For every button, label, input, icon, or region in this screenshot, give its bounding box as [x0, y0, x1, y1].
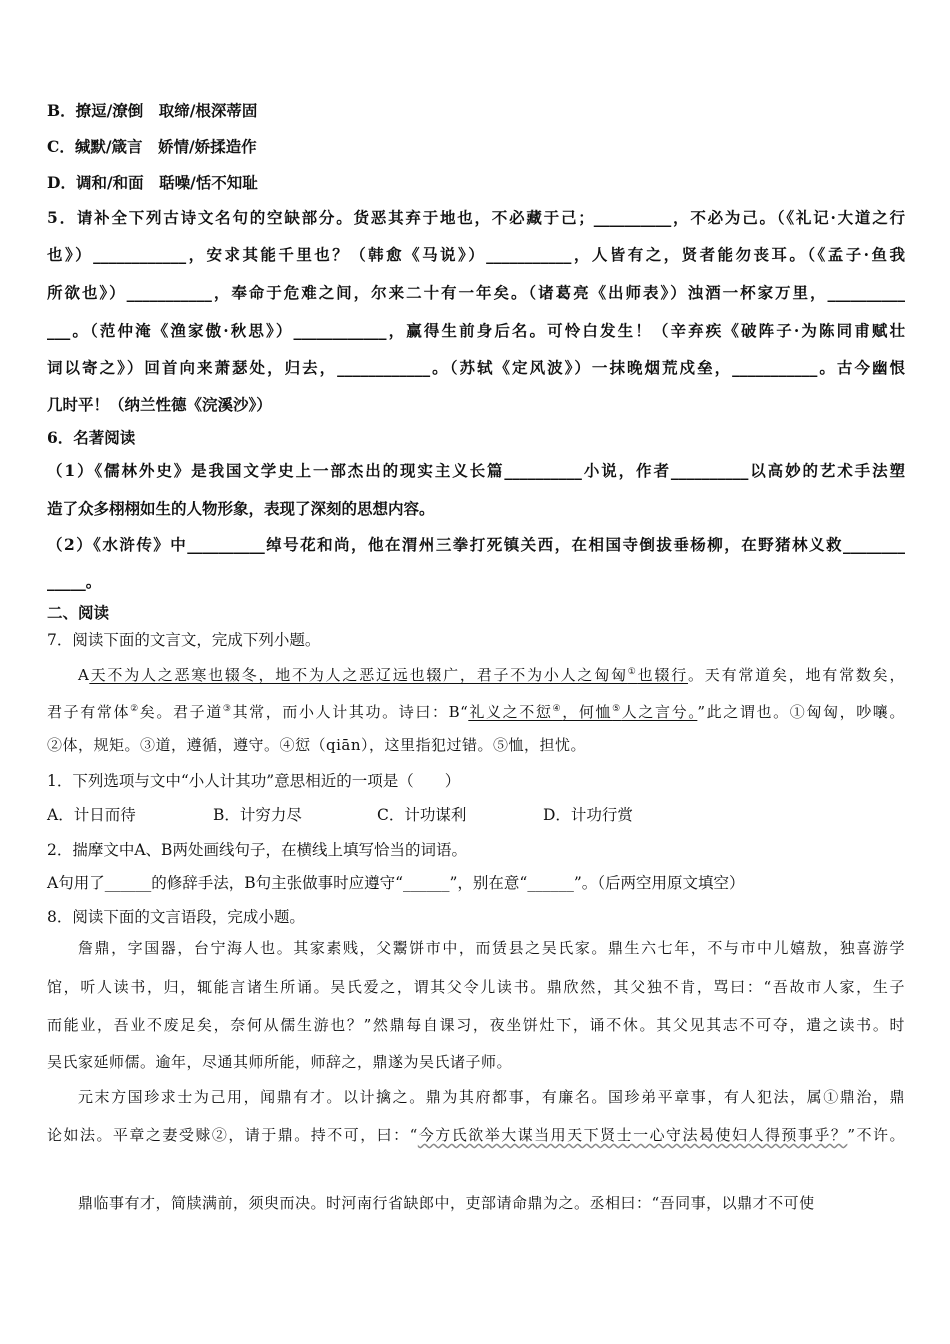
q5-line: 几时平！（纳兰性德《浣溪沙》） [47, 395, 272, 414]
passage-text: 其常，而小人计其功。诗曰：B“ [232, 703, 469, 721]
q8-title: 8．阅读下面的文言语段，完成小题。 [47, 908, 305, 926]
passage-text: 矣。君子道 [139, 703, 223, 721]
option-b: B．撩逗/潦倒 取缔/根深蒂固 [47, 101, 258, 120]
q5-line: 5．请补全下列古诗文名句的空缺部分。货恶其弃于地也，不必藏于己；__________，不必为己。（《礼记·大道之行 [47, 208, 905, 227]
sentence-a-end: 也辍行 [637, 666, 689, 684]
passage-text: 论如法。平章之妻受赇②，请于鼎。持不可，曰：“ [47, 1126, 418, 1144]
q6-line: （1）《儒林外史》是我国文学史上一部杰出的现实主义长篇__________小说，作者__________以高妙的艺术手法塑 [47, 461, 905, 480]
choice-c[interactable]: C．计功谋利 [377, 806, 467, 824]
choice-b[interactable]: B．计穷力尽 [213, 806, 302, 824]
q8-passage-line: 鼎临事有才，简牍满前，须臾而决。时河南行省缺郎中，吏部请命鼎为之。丞相曰：“吾同事，以鼎才不可使 [78, 1194, 815, 1212]
footnote-3: ③ [222, 704, 233, 714]
sentence-b-text: 礼义之不愆 [468, 703, 553, 721]
q7-sub1: 1．下列选项与文中“小人计其功”意思相近的一项是（ ） [47, 772, 461, 790]
footnote-4: ④ [552, 704, 563, 714]
q7-sub2-fill: A句用了______的修辞手法，B句主张做事时应遵守“______”，别在意“______”。（后两空用原文填空） [47, 874, 745, 892]
sentence-b-text: ，何恤 [562, 703, 613, 721]
q7-passage-line [47, 699, 905, 722]
footnote-1: ① [627, 667, 638, 677]
passage-text: ”此之谓也。①匈匈，吵嚷。 [697, 703, 905, 721]
q6-line: _____。 [47, 572, 102, 591]
option-c: C．缄默/箴言 娇情/娇揉造作 [47, 137, 257, 156]
underlined-sentence-a [89, 666, 688, 684]
choice-d[interactable]: D．计功行赏 [543, 806, 633, 824]
q5-line: 词以寄之》）回首向来萧瑟处，归去，____________。（苏轼《定风波》）一抹晚烟荒戍垒，___________。古今幽恨 [47, 358, 905, 377]
q8-passage-line [47, 1125, 905, 1145]
q8-passage-line: 馆，听人读书，归，辄能言诸生所诵。吴氏爱之，谓其父令儿读书。鼎欣然，其父独不肯，骂曰：“吾故市人家，生子 [47, 978, 905, 996]
wavy-underlined-quote: 今方氏欲举大谋当用天下贤士一心守法曷使妇人得预事乎？ [417, 1126, 848, 1144]
q5-line: 也》）____________，安求其能千里也？（韩愈《马说》）___________，人皆有之，贤者能勿丧耳。（《孟子·鱼我 [47, 245, 905, 264]
q7-sub2: 2．揣摩文中A、B两处画线句子，在横线上填写恰当的词语。 [47, 841, 467, 859]
q7-notes: ②体，规矩。③道，遵循，遵守。④愆（qiān），这里指犯过错。⑤恤，担忧。 [47, 736, 587, 754]
q7-title: 7．阅读下面的文言文，完成下列小题。 [47, 631, 321, 649]
option-d: D．调和/和面 聒噪/恬不知耻 [47, 173, 258, 192]
q8-passage-line: 詹鼎，字国器，台宁海人也。其家素贱，父鬻饼市中，而赁县之吴氏家。鼎生六七年，不与市中儿嬉敖，独喜游学 [78, 939, 905, 957]
q8-passage-line: 吴氏家延师儒。逾年，尽通其师所能，师辞之，鼎遂为吴氏诸子师。 [47, 1053, 513, 1071]
underlined-sentence-b [468, 703, 697, 721]
label-a: A [78, 666, 90, 684]
footnote-5: ⑤ [612, 704, 622, 714]
q7-sub1-options [47, 805, 905, 825]
passage-text: 。天有常道矣，地有常数矣， [688, 666, 905, 684]
q8-passage-line: 而能业，吾业不废足矣，奈何从儒生游也？”然鼎每自课习，夜坐饼灶下，诵不休。其父见其志不可夺，遣之读书。时 [47, 1016, 905, 1034]
sentence-a-text: 天不为人之恶寒也辍冬，地不为人之恶辽远也辍广，君子不为小人之匈匈 [89, 666, 628, 684]
footnote-2: ② [130, 704, 140, 714]
section-heading: 二、阅读 [47, 603, 110, 622]
q8-passage-line: 元末方国珍求士为己用，闻鼎有才。以计擒之。鼎为其府都事，有廉名。国珍弟平章事，有人犯法，属①鼎治，鼎 [78, 1088, 905, 1106]
q7-passage-line [78, 662, 905, 685]
q6-title: 6．名著阅读 [47, 428, 136, 447]
passage-text: 君子有常体 [47, 703, 131, 721]
q5-line: 所欲也》）___________，奉命于危难之间，尔来二十有一年矣。（诸葛亮《出师表》）浊酒一杯家万里，__________ [47, 283, 905, 302]
q6-line: 造了众多栩栩如生的人物形象，表现了深刻的思想内容。 [47, 499, 435, 518]
q5-line: ___。（范仲淹《渔家傲·秋思》）____________，赢得生前身后名。可怜白发生！（辛弃疾《破阵子·为陈同甫赋壮 [47, 321, 905, 340]
passage-text: ”不许。 [847, 1126, 905, 1144]
q6-line: （2）《水浒传》中__________绰号花和尚，他在渭州三拳打死镇关西，在相国寺倒拔垂杨柳，在野猪林义救________ [47, 535, 905, 554]
sentence-b-text: 人之言兮。 [621, 703, 698, 721]
choice-a[interactable]: A．计日而待 [47, 806, 136, 824]
